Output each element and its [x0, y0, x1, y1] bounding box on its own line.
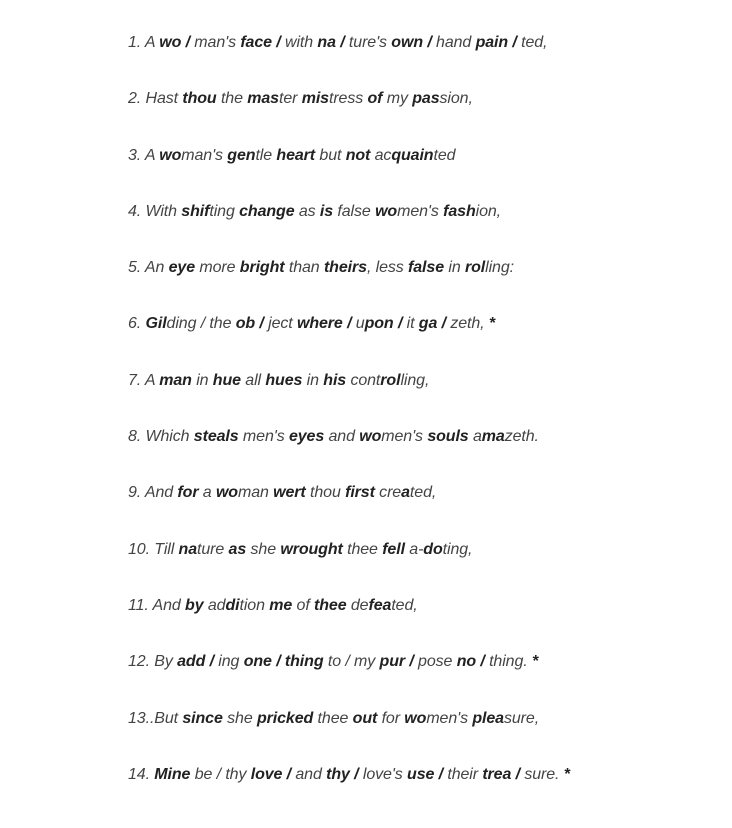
stressed-segment: eye — [168, 259, 196, 277]
poem-line-5 — [128, 257, 708, 313]
unstressed-segment: de — [346, 596, 369, 614]
unstressed-segment: sure. — [519, 765, 564, 783]
stressed-segment: * — [488, 315, 495, 333]
stressed-segment: pur / — [379, 653, 414, 671]
unstressed-segment: thing. — [484, 653, 532, 671]
poem-line-3 — [128, 145, 708, 201]
stressed-segment: man — [159, 371, 192, 389]
unstressed-segment: man's — [189, 34, 241, 51]
unstressed-segment: 12. By — [128, 653, 178, 671]
stressed-segment: false — [408, 259, 445, 277]
stressed-segment: wo — [375, 202, 398, 220]
stressed-segment: fell — [382, 540, 405, 558]
unstressed-segment: 8. Which — [128, 428, 194, 446]
stressed-segment: hue — [212, 371, 241, 389]
stressed-segment: na / — [317, 34, 345, 51]
unstressed-segment: in — [444, 259, 465, 277]
unstressed-segment: ding / the — [166, 315, 236, 333]
unstressed-segment: ling, — [400, 371, 430, 389]
stressed-segment: pas — [412, 90, 440, 108]
stressed-segment: eyes — [288, 428, 325, 446]
unstressed-segment: than — [284, 259, 324, 277]
unstressed-segment: but — [315, 146, 346, 164]
stressed-segment: first — [345, 484, 375, 502]
stressed-segment: * — [531, 653, 539, 671]
poem-line-10 — [128, 539, 708, 595]
unstressed-segment: ing — [213, 653, 244, 671]
stressed-segment: hues — [265, 371, 303, 389]
unstressed-segment: ad — [203, 596, 226, 614]
unstressed-segment: thou — [305, 484, 346, 502]
unstressed-segment: 6. — [128, 315, 146, 333]
stressed-segment: pain / — [475, 34, 517, 51]
unstressed-segment: ture's — [344, 34, 392, 51]
stressed-segment: thee — [314, 596, 347, 614]
poem-line-7 — [128, 370, 708, 426]
unstressed-segment: with — [280, 34, 318, 51]
unstressed-segment: all — [240, 371, 266, 389]
stressed-segment: bright — [239, 259, 285, 277]
unstressed-segment: , less — [366, 259, 409, 277]
stressed-segment: theirs — [323, 259, 367, 277]
stressed-segment: for — [177, 484, 199, 502]
unstressed-segment: ture — [197, 540, 229, 558]
stressed-segment: out — [352, 709, 378, 727]
stressed-segment: wrought — [280, 540, 343, 558]
stressed-segment: shif — [181, 202, 210, 220]
stressed-segment: steals — [193, 428, 239, 446]
unstressed-segment: men's — [397, 202, 444, 220]
unstressed-segment: man — [237, 484, 274, 502]
stressed-segment: is — [319, 202, 334, 220]
stressed-segment: pon / — [364, 315, 403, 333]
unstressed-segment: love's — [358, 765, 408, 783]
stressed-segment: thou — [182, 90, 217, 108]
stressed-segment: wo — [404, 709, 427, 727]
stressed-segment: wo / — [159, 34, 190, 51]
unstressed-segment: to / my — [323, 653, 380, 671]
stressed-segment: where / — [296, 315, 352, 333]
stressed-segment: by — [185, 596, 204, 614]
poem-line-14 — [128, 764, 708, 820]
unstressed-segment: 7. A — [128, 371, 160, 389]
poem-line-9 — [128, 482, 708, 538]
unstressed-segment: she — [246, 540, 281, 558]
stressed-segment: quain — [391, 146, 434, 164]
unstressed-segment: she — [222, 709, 257, 727]
unstressed-segment: 2. Hast — [128, 90, 183, 108]
poem-line-1 — [128, 32, 708, 88]
stressed-segment: wo — [215, 484, 238, 502]
poem-line-13 — [128, 708, 708, 764]
poem-line-6 — [128, 313, 708, 369]
stressed-segment: heart — [276, 146, 316, 164]
unstressed-segment: for — [377, 709, 405, 727]
unstressed-segment: the — [216, 90, 248, 108]
poem-line-11 — [128, 595, 708, 651]
stressed-segment: love / — [250, 765, 292, 783]
stressed-segment: ma — [481, 428, 505, 446]
unstressed-segment: more — [195, 259, 240, 277]
unstressed-segment: ion, — [475, 202, 502, 220]
unstressed-segment: ling: — [485, 259, 514, 277]
unstressed-segment: 11. And — [128, 596, 186, 614]
stressed-segment: na — [178, 540, 198, 558]
unstressed-segment: as — [294, 202, 320, 220]
unstressed-segment: a — [198, 484, 216, 502]
unstressed-segment: ter — [278, 90, 302, 108]
unstressed-segment: cre — [374, 484, 402, 502]
stressed-segment: thy / — [326, 765, 359, 783]
stressed-segment: his — [323, 371, 347, 389]
unstressed-segment: false — [333, 202, 376, 220]
stressed-segment: wert — [273, 484, 306, 502]
stressed-segment: a — [401, 484, 410, 502]
stressed-segment: mas — [247, 90, 279, 108]
stressed-segment: of — [367, 90, 383, 108]
stressed-segment: use / — [407, 765, 443, 783]
unstressed-segment: in — [302, 371, 324, 389]
unstressed-segment: zeth, — [445, 315, 489, 333]
unstressed-segment: man's — [181, 146, 228, 164]
unstressed-segment: sure, — [503, 709, 540, 727]
stressed-segment: one / — [243, 653, 281, 671]
stressed-segment: me — [269, 596, 293, 614]
stressed-segment: do — [423, 540, 443, 558]
stressed-segment: wo — [359, 428, 382, 446]
unstressed-segment: tle — [255, 146, 277, 164]
unstressed-segment: ac — [370, 146, 392, 164]
unstressed-segment: ting — [209, 202, 240, 220]
unstressed-segment: ted, — [516, 34, 548, 51]
stressed-segment: not — [345, 146, 371, 164]
poem-line-4 — [128, 201, 708, 257]
stressed-segment: ga / — [418, 315, 446, 333]
unstressed-segment: it — [402, 315, 419, 333]
unstressed-segment: 5. An — [128, 259, 169, 277]
unstressed-segment: tion — [239, 596, 270, 614]
unstressed-segment: thee — [313, 709, 353, 727]
unstressed-segment: their — [443, 765, 483, 783]
unstressed-segment: my — [382, 90, 413, 108]
stressed-segment: add / — [177, 653, 214, 671]
unstressed-segment: 1. A — [128, 34, 160, 51]
stressed-segment: fash — [443, 202, 476, 220]
unstressed-segment: 3. A — [128, 146, 160, 164]
stressed-segment: pricked — [256, 709, 314, 727]
unstressed-segment: 14. — [128, 765, 155, 783]
unstressed-segment: ject — [263, 315, 297, 333]
stressed-segment: gen — [227, 146, 256, 164]
unstressed-segment: sion, — [439, 90, 473, 108]
unstressed-segment: men's — [238, 428, 289, 446]
unstressed-segment: ted — [433, 146, 456, 164]
stressed-segment: mis — [301, 90, 329, 108]
unstressed-segment: 13..But — [128, 709, 183, 727]
unstressed-segment: and — [291, 765, 327, 783]
stressed-segment: Mine — [154, 765, 191, 783]
unstressed-segment: 4. With — [128, 202, 182, 220]
poem-line-8 — [128, 426, 708, 482]
stressed-segment: fea — [368, 596, 392, 614]
unstressed-segment: a- — [404, 540, 424, 558]
unstressed-segment: ted, — [391, 596, 418, 614]
unstressed-segment: ted, — [409, 484, 437, 502]
stressed-segment: ob / — [235, 315, 264, 333]
unstressed-segment: thee — [342, 540, 383, 558]
stressed-segment: own / — [391, 34, 432, 51]
unstressed-segment: zeth. — [504, 428, 539, 446]
stressed-segment: wo — [159, 146, 182, 164]
poem-lines — [128, 32, 708, 820]
unstressed-segment: 9. And — [128, 484, 178, 502]
stressed-segment: Gil — [145, 315, 167, 333]
unstressed-segment: of — [292, 596, 315, 614]
stressed-segment: souls — [427, 428, 469, 446]
unstressed-segment: and — [324, 428, 360, 446]
unstressed-segment: men's — [381, 428, 428, 446]
stressed-segment: thing — [284, 653, 324, 671]
poem-line-2 — [128, 88, 708, 144]
stressed-segment: rol — [380, 371, 401, 389]
stressed-segment: no / — [456, 653, 485, 671]
stressed-segment: plea — [472, 709, 504, 727]
stressed-segment: change — [239, 202, 295, 220]
stressed-segment: rol — [464, 259, 486, 277]
unstressed-segment: in — [191, 371, 213, 389]
stressed-segment: as — [228, 540, 247, 558]
unstressed-segment: tress — [328, 90, 368, 108]
unstressed-segment: ting, — [442, 540, 473, 558]
unstressed-segment: u — [351, 315, 365, 333]
stressed-segment: trea / — [482, 765, 520, 783]
unstressed-segment: 10. Till — [128, 540, 179, 558]
poem-line-12 — [128, 651, 708, 707]
stressed-segment: since — [182, 709, 223, 727]
unstressed-segment: a — [468, 428, 482, 446]
unstressed-segment: hand — [431, 34, 476, 51]
unstressed-segment: men's — [426, 709, 473, 727]
unstressed-segment: pose — [413, 653, 457, 671]
unstressed-segment: cont — [346, 371, 381, 389]
stressed-segment: face / — [240, 34, 281, 51]
unstressed-segment: be / thy — [190, 765, 251, 783]
stressed-segment: di — [225, 596, 240, 614]
stressed-segment: * — [563, 765, 570, 783]
